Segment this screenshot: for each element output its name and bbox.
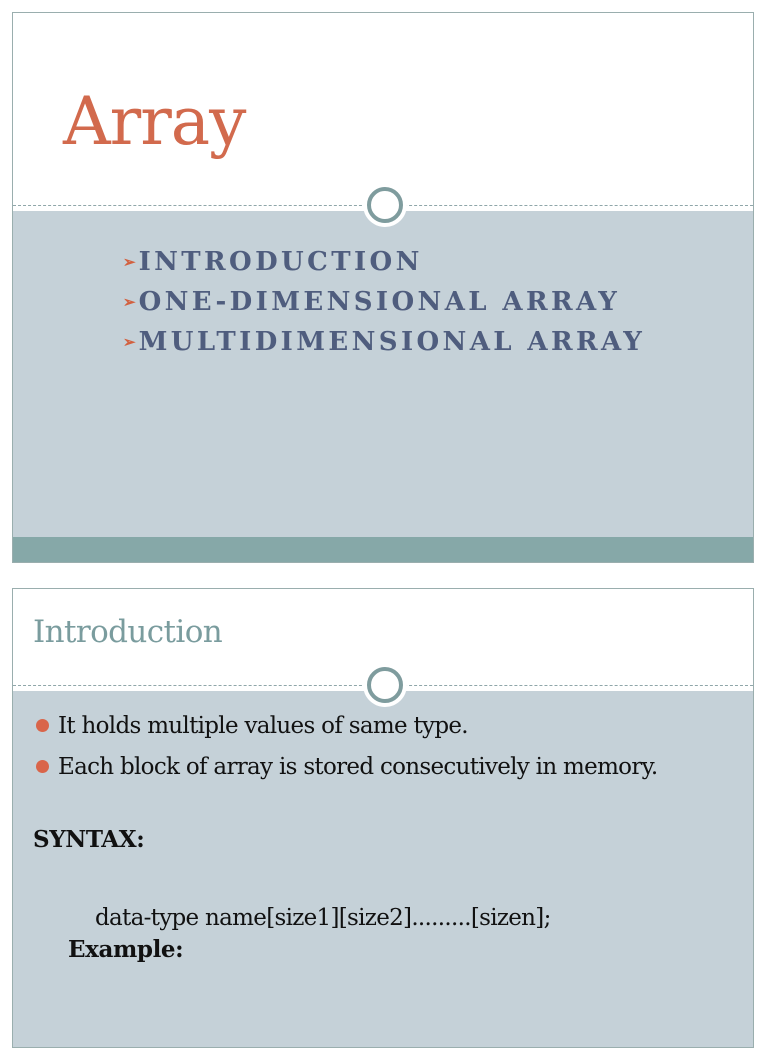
outline-list	[123, 242, 645, 362]
outline-item	[123, 322, 645, 362]
footer-band	[13, 537, 753, 562]
slide-introduction	[12, 588, 754, 1048]
arrow-bullet-icon: ➢	[123, 333, 136, 351]
syntax-label: SYNTAX:	[33, 826, 145, 853]
bullet-text: Each block of array is stored consecutively in memory.	[58, 754, 658, 780]
outline-item	[123, 242, 645, 282]
example-label: Example:	[68, 936, 184, 963]
bullet-dot-icon	[36, 760, 49, 773]
arrow-bullet-icon: ➢	[123, 253, 136, 271]
outline-item	[123, 282, 645, 322]
bullet-dot-icon	[36, 719, 49, 732]
bullet-text: It holds multiple values of same type.	[58, 713, 468, 739]
circle-ornament-icon	[367, 667, 403, 703]
section-heading: Introduction	[33, 614, 223, 650]
circle-ornament-icon	[367, 187, 403, 223]
outline-item-label: ONE-DIMENSIONAL ARRAY	[138, 287, 621, 317]
bullet-item	[33, 709, 733, 743]
outline-item-label: MULTIDIMENSIONAL ARRAY	[138, 327, 646, 357]
arrow-bullet-icon: ➢	[123, 293, 136, 311]
bullet-item	[33, 750, 733, 784]
syntax-code-line: data-type name[size1][size2].........[sizen];	[95, 905, 551, 931]
bullet-list	[33, 709, 733, 784]
slide-header-area	[13, 13, 753, 206]
slide-content	[33, 709, 733, 967]
outline-item-label: INTRODUCTION	[138, 247, 423, 277]
slide-title-text: Array	[63, 83, 246, 160]
slide-title	[12, 12, 754, 563]
